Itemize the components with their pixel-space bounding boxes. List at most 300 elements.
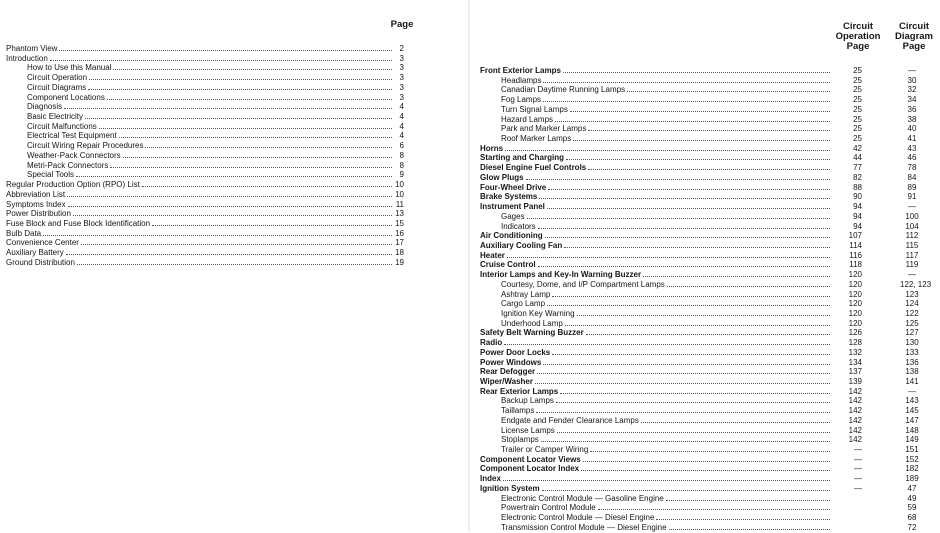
circuit-operation-page: — xyxy=(854,464,862,474)
toc-entry-title: Diesel Engine Fuel Controls xyxy=(480,163,587,173)
toc-entry-leader-group xyxy=(480,319,832,329)
toc-entry-page: 13 xyxy=(395,209,404,219)
toc-entry-title: Turn Signal Lamps xyxy=(501,104,568,114)
toc-entry-title: Park and Marker Lamps xyxy=(501,124,587,134)
toc-entry-page: 3 xyxy=(399,92,404,102)
circuit-diagram-page-header: Circuit Diagram Page xyxy=(894,21,933,52)
toc-entry-leader-group xyxy=(480,445,832,455)
circuit-operation-page: 118 xyxy=(849,260,862,270)
toc-entry-title: Ground Distribution xyxy=(6,257,75,267)
dot-leader xyxy=(543,95,830,102)
circuit-diagram-page: 122 xyxy=(905,308,919,318)
toc-entry xyxy=(480,192,922,202)
toc-entry-title: License Lamps xyxy=(501,425,555,435)
toc-entry-title: Electrical Test Equipment xyxy=(27,131,117,141)
toc-entry-title: Phantom View xyxy=(6,44,58,53)
toc-entry xyxy=(480,416,922,426)
toc-entry-leader-group xyxy=(480,513,832,523)
toc-entry-title: Powertrain Control Module xyxy=(501,503,596,513)
toc-entry xyxy=(480,455,922,465)
toc-entry-leader-group xyxy=(480,358,832,368)
toc-entry-title: Electronic Control Module — Gasoline Engine xyxy=(501,493,664,503)
toc-entry-page: 9 xyxy=(399,170,404,180)
dot-leader xyxy=(627,85,830,92)
toc-entry-title: Abbreviation List xyxy=(6,189,66,199)
toc-entry-title: Gages xyxy=(501,211,525,221)
circuit-diagram-page: — xyxy=(908,202,916,212)
circuit-diagram-page: — xyxy=(908,66,916,75)
toc-entry-title: Bulb Data xyxy=(6,228,42,238)
toc-entry-page: 19 xyxy=(395,257,404,267)
toc-entry-title: Circuit Operation xyxy=(27,73,88,83)
circuit-diagram-page: 47 xyxy=(907,483,917,493)
circuit-operation-page: 120 xyxy=(848,299,862,309)
toc-entry-page: 3 xyxy=(399,82,404,92)
dot-leader xyxy=(545,231,830,238)
toc-entry-leader-group xyxy=(480,503,832,513)
circuit-diagram-page: — xyxy=(908,386,916,396)
circuit-operation-page: 142 xyxy=(848,406,862,416)
circuit-operation-page: 25 xyxy=(853,75,862,85)
toc-entry-leader-group xyxy=(480,163,832,173)
dot-leader xyxy=(81,238,392,245)
toc-entry-page: 4 xyxy=(399,102,404,112)
dot-leader xyxy=(536,406,830,413)
toc-entry-leader-group xyxy=(480,66,832,76)
circuit-operation-page: 114 xyxy=(849,240,862,250)
toc-entry-title: Auxiliary Cooling Fan xyxy=(480,240,563,250)
toc-entry xyxy=(6,63,404,73)
circuit-diagram-page: 136 xyxy=(905,357,919,367)
toc-entry xyxy=(480,367,922,377)
toc-entry-leader-group xyxy=(480,76,832,86)
toc-entry xyxy=(6,102,404,112)
toc-entry-title: Trailer or Camper Wiring xyxy=(501,445,589,455)
toc-entry-title: Wiper/Washer xyxy=(480,377,533,386)
circuit-diagram-page: 59 xyxy=(907,503,917,513)
circuit-diagram-page: 40 xyxy=(907,124,917,134)
circuit-diagram-page: 122, 123 xyxy=(900,279,932,289)
toc-entry-title: Brake Systems xyxy=(480,192,538,202)
toc-entry xyxy=(480,387,922,397)
circuit-diagram-page: 84 xyxy=(907,172,917,182)
toc-entry-title: Instrument Panel xyxy=(480,202,545,212)
toc-entry xyxy=(480,503,922,513)
toc-entry xyxy=(6,258,404,268)
dot-leader xyxy=(535,377,830,384)
circuit-diagram-page: 49 xyxy=(907,493,917,503)
toc-entry xyxy=(6,131,404,141)
circuit-diagram-page: 119 xyxy=(905,260,919,270)
dot-leader xyxy=(641,416,830,423)
toc-entry-title: Glow Plugs xyxy=(480,172,524,182)
dot-leader xyxy=(88,83,392,90)
toc-entry xyxy=(480,474,922,484)
toc-entry xyxy=(480,222,922,232)
circuit-diagram-page: 32 xyxy=(907,85,917,95)
circuit-operation-page: 120 xyxy=(848,289,862,299)
toc-entry-leader-group xyxy=(480,115,832,125)
dot-leader xyxy=(588,163,830,170)
toc-entry-page: 15 xyxy=(395,218,404,228)
toc-entry xyxy=(480,494,922,504)
dot-leader xyxy=(503,474,830,481)
dot-leader xyxy=(538,222,830,229)
toc-entry-title: Courtesy, Dome, and I/P Compartment Lamps xyxy=(501,279,665,289)
toc-entry xyxy=(6,229,404,239)
circuit-diagram-page: 34 xyxy=(907,95,917,105)
toc-entry-title: Metri-Pack Connectors xyxy=(27,160,109,170)
page-column-header: Page xyxy=(390,19,414,30)
toc-entry-leader-group xyxy=(480,202,832,212)
toc-entry-title: Power Windows xyxy=(480,357,542,367)
circuit-diagram-page: 143 xyxy=(905,396,919,406)
dot-leader xyxy=(669,523,830,530)
toc-entry-leader-group xyxy=(480,338,832,348)
toc-entry xyxy=(6,200,404,210)
dot-leader xyxy=(59,44,392,51)
toc-entry-leader-group xyxy=(480,309,832,319)
toc-entry-title: Regular Production Option (RPO) List xyxy=(6,180,140,190)
circuit-operation-page: 120 xyxy=(848,270,862,280)
circuit-operation-page: 44 xyxy=(853,153,862,163)
toc-entry-title: Special Tools xyxy=(27,170,74,180)
circuit-diagram-page: 91 xyxy=(907,192,917,202)
toc-entry xyxy=(480,76,922,86)
toc-entry-leader-group xyxy=(480,85,832,95)
toc-entry xyxy=(480,173,922,183)
circuit-operation-page: 120 xyxy=(848,318,862,328)
dot-leader xyxy=(526,173,830,180)
dot-leader xyxy=(67,190,392,197)
toc-entry xyxy=(480,202,922,212)
circuit-operation-page: 116 xyxy=(849,250,862,260)
toc-entry xyxy=(480,134,922,144)
dot-leader xyxy=(539,192,830,199)
toc-entry-page: 8 xyxy=(399,160,404,170)
right-page xyxy=(470,0,940,531)
circuit-diagram-page: 36 xyxy=(907,104,917,114)
dot-leader xyxy=(527,212,830,219)
toc-entry xyxy=(480,523,922,533)
toc-entry-page: 17 xyxy=(395,238,404,248)
circuit-operation-page: 120 xyxy=(848,308,862,318)
dot-leader xyxy=(68,200,392,207)
toc-entry-leader-group xyxy=(480,134,832,144)
toc-entry-title: Heater xyxy=(480,250,505,260)
toc-entry-leader-group xyxy=(480,153,832,163)
dot-leader xyxy=(505,144,830,151)
toc-entry xyxy=(480,435,922,445)
toc-entry-title: Power Door Locks xyxy=(480,347,551,357)
toc-entry xyxy=(480,445,922,455)
dot-leader xyxy=(99,122,392,129)
dot-leader xyxy=(588,124,830,131)
dot-leader xyxy=(123,151,392,158)
left-page xyxy=(0,0,468,531)
toc-entry xyxy=(6,190,404,200)
toc-entry-title: Ignition Key Warning xyxy=(501,308,575,318)
toc-entry xyxy=(6,238,404,248)
dot-leader xyxy=(145,141,392,148)
dot-leader xyxy=(573,134,830,141)
toc-entry-leader-group xyxy=(480,387,832,397)
toc-entry-leader-group xyxy=(480,348,832,358)
dot-leader xyxy=(556,396,830,403)
toc-entry-page: 10 xyxy=(395,180,404,190)
toc-entry xyxy=(480,66,922,76)
toc-entry-leader-group xyxy=(480,183,832,193)
toc-entry xyxy=(6,180,404,190)
toc-entry-title: Component Locations xyxy=(27,92,105,102)
dot-leader xyxy=(565,319,830,326)
toc-entry xyxy=(6,170,404,180)
circuit-operation-page: 142 xyxy=(848,396,862,406)
toc-entry-title: Ignition System xyxy=(480,483,540,493)
circuit-operation-page: 25 xyxy=(853,95,862,105)
dot-leader xyxy=(113,63,392,70)
circuit-operation-page: — xyxy=(854,474,862,484)
circuit-diagram-page: 130 xyxy=(905,338,919,348)
toc-entry-leader-group xyxy=(480,435,832,445)
dot-leader xyxy=(667,280,830,287)
circuit-diagram-page: 78 xyxy=(907,163,917,173)
dot-leader xyxy=(547,202,830,209)
circuit-diagram-page: 72 xyxy=(907,522,917,532)
toc-entry-page: 4 xyxy=(399,131,404,141)
toc-entry-page: 11 xyxy=(395,199,404,209)
toc-entry-page: 3 xyxy=(399,63,404,73)
dot-leader xyxy=(547,299,830,306)
dot-leader xyxy=(119,131,392,138)
toc-entry xyxy=(480,328,922,338)
toc-entry xyxy=(480,299,922,309)
toc-entry xyxy=(480,377,922,387)
dot-leader xyxy=(152,219,392,226)
circuit-operation-page: 142 xyxy=(848,425,862,435)
toc-entry-title: Air Conditioning xyxy=(480,231,543,241)
toc-entry xyxy=(6,151,404,161)
dot-leader xyxy=(590,445,830,452)
toc-entry-leader-group xyxy=(480,474,832,484)
toc-entry xyxy=(480,464,922,474)
toc-entry-leader-group xyxy=(480,241,832,251)
toc-entry-leader-group xyxy=(480,280,832,290)
toc-entry-title: Backup Lamps xyxy=(501,396,554,406)
circuit-diagram-page: 125 xyxy=(905,318,919,328)
toc-entry-page: 6 xyxy=(399,141,404,151)
toc-entry-leader-group xyxy=(480,260,832,270)
toc-entry xyxy=(480,231,922,241)
toc-entry-title: Horns xyxy=(480,143,504,153)
circuit-operation-page: 25 xyxy=(853,66,862,75)
toc-entry xyxy=(480,290,922,300)
toc-entry-leader-group xyxy=(480,406,832,416)
dot-leader xyxy=(142,180,392,187)
toc-entry-leader-group xyxy=(480,396,832,406)
circuit-diagram-page: 123 xyxy=(905,289,919,299)
dot-leader xyxy=(564,241,830,248)
circuit-operation-page: 137 xyxy=(848,367,862,377)
toc-entry xyxy=(480,396,922,406)
circuit-diagram-page: 152 xyxy=(905,454,919,464)
toc-entry xyxy=(480,358,922,368)
toc-entry xyxy=(6,112,404,122)
toc-entry-title: Symptoms Index xyxy=(6,199,66,209)
circuit-diagram-page: 104 xyxy=(905,221,919,231)
circuit-operation-page: 139 xyxy=(848,377,862,386)
toc-entry xyxy=(480,484,922,494)
dot-leader xyxy=(542,484,830,491)
toc-entry-title: Circuit Malfunctions xyxy=(27,121,97,131)
toc-entry xyxy=(480,95,922,105)
toc-entry xyxy=(480,212,922,222)
circuit-diagram-page: 89 xyxy=(907,182,917,192)
circuit-operation-page: 132 xyxy=(848,347,862,357)
dot-leader xyxy=(107,93,392,100)
toc-entry xyxy=(480,260,922,270)
dot-leader xyxy=(538,260,830,267)
dot-leader xyxy=(583,455,830,462)
circuit-diagram-page: 145 xyxy=(905,406,919,416)
toc-entry xyxy=(480,163,922,173)
circuit-diagram-page: 182 xyxy=(905,464,919,474)
dot-leader xyxy=(85,112,392,119)
circuit-operation-page: — xyxy=(854,445,862,455)
circuit-diagram-page: 115 xyxy=(905,240,919,250)
toc-entry xyxy=(480,124,922,134)
toc-entry-leader-group xyxy=(480,124,832,134)
circuit-operation-page: 88 xyxy=(853,182,862,192)
circuit-diagram-page: 151 xyxy=(905,445,919,455)
toc-entry-title: Diagnosis xyxy=(27,102,63,112)
toc-entry xyxy=(6,54,404,64)
toc-entry-title: Headlamps xyxy=(501,75,542,85)
toc-entry-title: Weather-Pack Connectors xyxy=(27,150,121,160)
toc-entry-title: Circuit Diagrams xyxy=(27,82,87,92)
toc-entry-title: Radio xyxy=(480,338,503,348)
toc-entry-leader-group xyxy=(480,377,832,387)
toc-entry-title: Canadian Daytime Running Lamps xyxy=(501,85,626,95)
toc-entry-title: Fuse Block and Fuse Block Identification xyxy=(6,218,151,228)
toc-entry-leader-group xyxy=(480,426,832,436)
toc-entry xyxy=(480,406,922,416)
circuit-diagram-page: 41 xyxy=(907,134,917,144)
circuit-diagram-page: 117 xyxy=(905,250,919,260)
toc-entry-leader-group xyxy=(480,231,832,241)
dot-leader xyxy=(555,115,830,122)
toc-entry-title: Circuit Wiring Repair Procedures xyxy=(27,141,144,151)
toc-entry-title: Electronic Control Module — Diesel Engine xyxy=(501,513,655,523)
toc-entry xyxy=(6,141,404,151)
toc-entry-page: 18 xyxy=(395,248,404,258)
toc-entry-leader-group xyxy=(480,251,832,261)
dot-leader xyxy=(50,54,392,61)
circuit-operation-page: 107 xyxy=(848,231,862,241)
circuit-diagram-page: 133 xyxy=(905,347,919,357)
toc-entry-leader-group xyxy=(480,455,832,465)
circuit-operation-page: 142 xyxy=(848,435,862,445)
toc-entry-title: Four-Wheel Drive xyxy=(480,182,547,192)
toc-entry-title: Component Locator Index xyxy=(480,464,580,474)
dot-leader xyxy=(110,161,392,168)
dot-leader xyxy=(73,209,392,216)
toc-entry-leader-group xyxy=(480,212,832,222)
dot-leader xyxy=(570,105,830,112)
toc-entry xyxy=(480,251,922,261)
circuit-operation-page: 25 xyxy=(853,134,862,144)
circuit-diagram-page: 38 xyxy=(907,114,917,124)
toc-entry-title: How to Use this Manual xyxy=(27,63,112,73)
toc-entry xyxy=(480,183,922,193)
toc-entry-page: 3 xyxy=(399,73,404,83)
toc-entry-title: Cargo Lamp xyxy=(501,299,546,309)
toc-entry-title: Starting and Charging xyxy=(480,153,564,163)
toc-entry xyxy=(6,209,404,219)
toc-entry-title: Cruise Control xyxy=(480,260,536,270)
dot-leader xyxy=(643,270,830,277)
right-toc-list xyxy=(480,66,932,533)
dot-leader xyxy=(656,513,830,520)
circuit-operation-page: 94 xyxy=(853,221,862,231)
dot-leader xyxy=(548,183,830,190)
toc-entry-page: 4 xyxy=(399,121,404,131)
circuit-operation-page: 82 xyxy=(853,172,862,182)
dot-leader xyxy=(504,338,830,345)
dot-leader xyxy=(586,328,830,335)
toc-entry xyxy=(6,161,404,171)
circuit-diagram-page: 124 xyxy=(905,299,919,309)
toc-entry-page: 8 xyxy=(399,150,404,160)
circuit-diagram-page: 141 xyxy=(905,377,919,386)
circuit-diagram-page: 46 xyxy=(907,153,917,163)
circuit-operation-page: 126 xyxy=(848,328,862,338)
toc-entry-leader-group xyxy=(480,494,832,504)
toc-entry-leader-group xyxy=(480,299,832,309)
toc-entry-leader-group xyxy=(480,416,832,426)
circuit-operation-page: 25 xyxy=(853,104,862,114)
dot-leader xyxy=(541,435,830,442)
toc-entry-title: Rear Defogger xyxy=(480,367,536,377)
circuit-operation-page: 42 xyxy=(853,143,862,153)
dot-leader xyxy=(43,229,392,236)
circuit-operation-page: 120 xyxy=(848,279,862,289)
toc-entry-title: Power Distribution xyxy=(6,209,71,219)
toc-entry-title: Interior Lamps and Key-In Warning Buzzer xyxy=(480,270,642,280)
circuit-operation-page: 142 xyxy=(848,415,862,425)
toc-entry-title: Ashtray Lamp xyxy=(501,289,551,299)
toc-entry xyxy=(480,338,922,348)
toc-entry-leader-group xyxy=(480,367,832,377)
toc-entry xyxy=(6,122,404,132)
circuit-diagram-page: — xyxy=(908,270,916,280)
toc-entry xyxy=(6,219,404,229)
dot-leader xyxy=(557,426,830,433)
toc-entry-leader-group xyxy=(480,290,832,300)
toc-entry xyxy=(480,348,922,358)
dot-leader xyxy=(543,76,830,83)
toc-entry-leader-group xyxy=(480,484,832,494)
toc-entry-page: 10 xyxy=(395,189,404,199)
toc-entry-title: Basic Electricity xyxy=(27,112,84,122)
circuit-diagram-page: 127 xyxy=(905,328,919,338)
dot-leader xyxy=(598,503,830,510)
toc-entry-leader-group xyxy=(480,222,832,232)
dot-leader xyxy=(577,309,830,316)
toc-entry-title: Rear Exterior Lamps xyxy=(480,386,559,396)
dot-leader xyxy=(89,73,392,80)
circuit-operation-page: 25 xyxy=(853,114,862,124)
